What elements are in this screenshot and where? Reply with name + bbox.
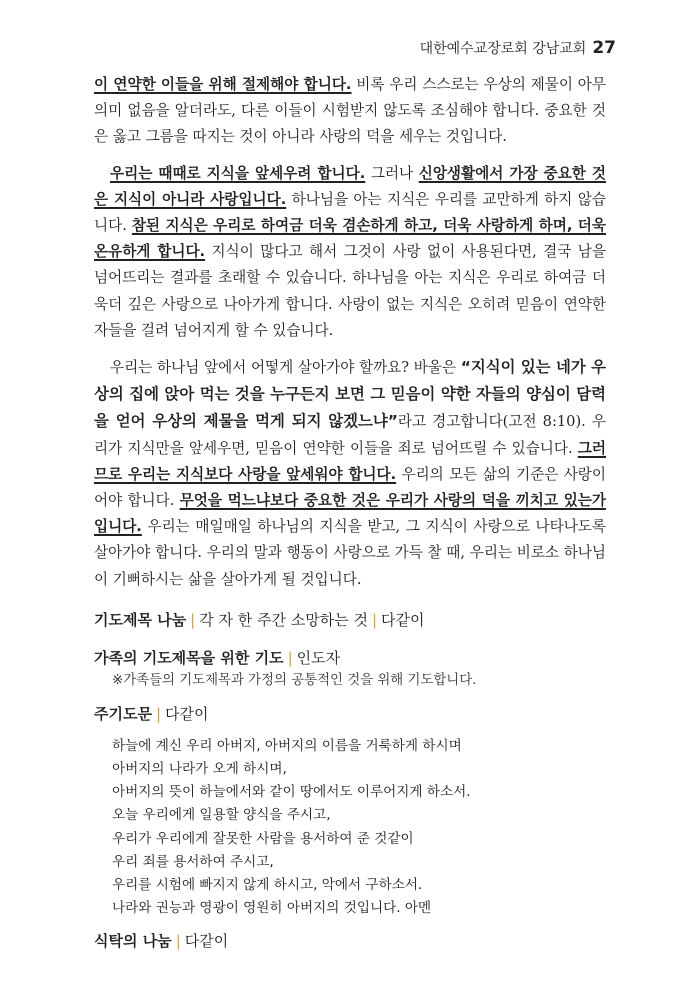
page-number: 27 — [592, 38, 616, 58]
divider-bar: | — [287, 648, 293, 667]
section-leader: 다같이 — [184, 932, 229, 951]
section-leader: 인도자 — [296, 648, 341, 667]
divider-bar: | — [190, 610, 196, 629]
section-title: 기도제목 나눔 — [94, 610, 187, 629]
prayer-line: 아버지의 나라가 오게 하시며, — [112, 761, 287, 778]
prayer-line: 나라와 권능과 영광이 영원히 아버지의 것입니다. 아멘 — [112, 900, 432, 917]
section-family-prayer — [94, 647, 606, 669]
prayer-line: 오늘 우리에게 일용할 양식을 주시고, — [112, 807, 331, 824]
scripture-quote: “지식이 있는 네가 우상의 집에 앉아 먹는 것을 누구든지 보면 그 믿음이 약한 자들의 양심이 담력을 얻어 우상의 제물을 먹게 되지 않겠느냐” — [94, 358, 606, 431]
prayer-line: 우리를 시험에 빠지지 않게 하시고, 악에서 구하소서. — [112, 877, 423, 894]
paragraph-1 — [94, 72, 606, 151]
section-title: 식탁의 나눔 — [94, 932, 172, 951]
body-text: 비록 우리 스스로는 우상의 제물이 아무 의미 없음을 알더라도, 다른 이들이 시험받지 않도록 조심해야 합니다. 중요한 것은 옳고 그름을 따지는 것이 아니라 사랑의 덕을 세우는 것입니다. — [94, 76, 606, 146]
main-content — [94, 72, 606, 952]
body-text: 우리의 모든 삶의 기준은 사랑이어야 합니다. — [94, 465, 606, 510]
paragraph-3 — [94, 354, 606, 593]
body-text: 라고 경고합니다(고전 8:10). 우리가 지식만을 앞세우면, 믿음이 연약한 이들을 죄로 넘어뜨릴 수 있습니다. — [94, 413, 606, 457]
section-desc: 각 자 한 주간 소망하는 것 — [199, 610, 368, 629]
prayer-line: 하늘에 계신 우리 아버지, 아버지의 이름을 거룩하게 하시며 — [112, 737, 462, 754]
body-text: 우리는 하나님 앞에서 어떻게 살아가야 할까요? 바울은 — [110, 359, 461, 377]
section-lords-prayer — [94, 703, 606, 725]
section-title: 주기도문 — [94, 704, 152, 723]
divider-bar: | — [371, 610, 378, 629]
prayer-line: 우리 죄를 용서하여 주시고, — [112, 853, 274, 870]
section-note: ※가족들의 기도제목과 가정의 공통적인 것을 위해 기도합니다. — [112, 672, 477, 688]
emphasis-text: 그러므로 우리는 지식보다 사랑을 앞세워야 합니다. — [94, 439, 606, 483]
page-header — [420, 38, 616, 58]
emphasis-text: 이 연약한 이들을 위해 절제해야 합니다. — [94, 76, 352, 93]
emphasis-text: 신앙생활에서 가장 중요한 것은 지식이 아니라 사랑입니다. — [94, 164, 606, 208]
body-text: 하나님을 아는 지식은 우리를 교만하게 하지 않습니다. — [94, 190, 606, 235]
body-text: 지식이 많다고 해서 그것이 사랑 없이 사용된다면, 결국 남을 넘어뜨리는 결과를 초래할 수 있습니다. 하나님을 아는 지식은 우리로 하여금 더욱더 깊은 사랑으로 나아가게 합니다. 사랑이 없는 지식은 오히려 믿음이 연약한 자들을 걸려 넘어지게 할 수 있습니다. — [94, 243, 607, 339]
section-prayer-topics — [94, 609, 606, 631]
divider-bar: | — [155, 704, 162, 723]
body-text: 그러나 — [365, 164, 419, 182]
body-text: 우리는 매일매일 하나님의 지식을 받고, 그 지식이 사랑으로 나타나도록 살아가야 합니다. 우리의 말과 행동이 사랑으로 가득 찰 때, 우리는 비로소 하나님이 기뻐하시는 삶을 살아가게 될 것입니다. — [94, 518, 606, 588]
divider-bar: | — [175, 932, 181, 951]
prayer-line: 우리가 우리에게 잘못한 사람을 용서하여 준 것같이 — [112, 830, 414, 847]
emphasis-text: 무엇을 먹느냐보다 중요한 것은 우리가 사랑의 덕을 끼치고 있는가입니다. — [94, 492, 606, 536]
section-leader: 다같이 — [381, 610, 425, 629]
section-table-sharing — [94, 930, 606, 952]
emphasis-text: 우리는 때때로 지식을 앞세우려 합니다. — [110, 164, 366, 182]
header-title: 대한예수교장로회 강남교회 — [419, 41, 587, 57]
prayer-line: 아버지의 뜻이 하늘에서와 같이 땅에서도 이루어지게 하소서. — [112, 784, 471, 801]
lords-prayer-text — [112, 735, 606, 921]
paragraph-2 — [94, 161, 606, 344]
section-leader: 다같이 — [165, 704, 209, 723]
section-title: 가족의 기도제목을 위한 기도 — [94, 648, 284, 667]
emphasis-text: 참된 지식은 우리로 하여금 더욱 겸손하게 하고, 더욱 사랑하게 하며, 더욱 온유하게 합니다. — [94, 217, 606, 261]
